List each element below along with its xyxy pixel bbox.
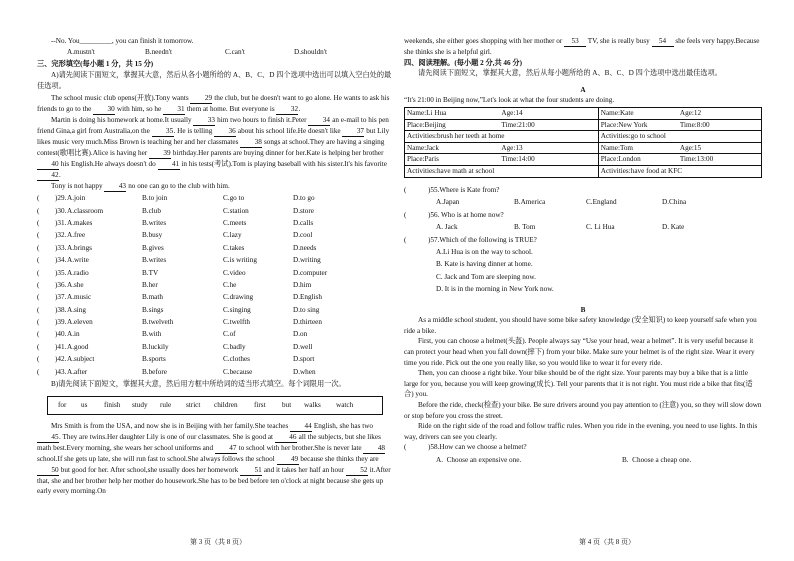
option-a[interactable]: A.makes — [67, 218, 93, 227]
section4-instructions: 请先阅读下面短文，掌握其大意，然后从每小题所给的 A、B、C、D 四个选项中选出最佳选项。 — [418, 69, 722, 78]
option-a[interactable]: A.classroom — [67, 206, 104, 215]
question-57: ( )57.Which of the following is TRUE? A.Li Hua is on the way to school. B. Kate is having dinner at home. C. Jack and Tom are sleeping now. D. It is in the morning in New York now. — [404, 235, 554, 294]
paren: ( — [37, 231, 40, 240]
word-item: watch — [336, 400, 354, 409]
blank-44[interactable]: 44 — [290, 422, 312, 432]
option-b[interactable]: B.America — [514, 198, 546, 207]
word-item: children — [214, 400, 238, 409]
option-d[interactable]: D.to go — [293, 194, 315, 203]
option-d[interactable]: D.computer — [293, 268, 328, 277]
question-number: )34. — [55, 256, 67, 265]
paren: ( — [37, 367, 40, 376]
cloze-question-row — [37, 268, 395, 280]
option-a[interactable]: A.good — [67, 342, 89, 351]
question-number: )30. — [55, 206, 67, 215]
part-b-instructions: B)请先阅读下面短文，掌握其大意，然后用方框中所给词的适当形式填空。每个词限用一次。 — [51, 380, 346, 389]
cell-name: Name:Kate Age:12 — [598, 107, 761, 119]
blank-45[interactable]: 45 — [37, 433, 59, 443]
word-item: for — [58, 400, 67, 409]
dialog-line: --No. You_________, you can finish it tomorrow. — [51, 37, 194, 45]
blank-41[interactable]: 41 — [158, 160, 180, 170]
option-b[interactable]: B. Choose a cheap one. — [622, 455, 692, 464]
blank-34[interactable]: 34 — [308, 116, 330, 126]
option-b[interactable]: B.club — [142, 206, 161, 215]
question-number: )42. — [55, 355, 67, 364]
option-b[interactable]: B.gives — [142, 243, 164, 252]
option-d[interactable]: D.to sing — [293, 305, 320, 314]
option-b[interactable]: B. Kate is having dinner at home. — [436, 260, 533, 269]
passage-b: Mrs Smith is from the USA, and now she is in Beijing with her family.She teaches 44 English, she has two 45. They are twins.Her daughter Lily is one of our classmates. She is good at 46 all the subjects, but she likes math best.Every morning, she wears her school uniforms and 47 to school with her brother.She is never late 48 school.If she gets up late, she will run fast to school.She always follows the school 49 because she thinks they are 50 but good for her. After school,she usually does her homework 51 and it takes her half an hour 52 it.After that, she and her brother help her mother do housework.She has to be bed before ten o'clock at night because she gets up early every morning.On — [37, 421, 391, 496]
option-a[interactable]: A.music — [67, 293, 92, 302]
blank-46[interactable]: 46 — [275, 433, 297, 443]
blank-49[interactable]: 49 — [277, 455, 299, 465]
option-a[interactable]: A.join — [67, 194, 86, 203]
option-a[interactable]: A.radio — [67, 268, 89, 277]
option-b[interactable]: B.sings — [142, 305, 164, 314]
section3-instructions: A)请先阅读下面短文，掌握其大意，然后从各小题所给的 A、B、C、D 四个选项中选出可以填入空白处的最佳选项。 — [37, 70, 392, 90]
option-b[interactable]: B. Tom — [514, 223, 536, 232]
paragraph: Then, you can choose a right bike. Your bike should be of the right size. Your parents may buy a bike that is a little large for you, because you will keep growing(成长). Tell your parents that it is not right. You must ride a bike that fits(适合) you. — [404, 369, 753, 399]
paragraph: Ride on the right side of the road and follow traffic rules. When you ride in the evening, you need to use lights. In this way, drivers can see you clearly. — [404, 422, 758, 441]
paren: ( — [37, 268, 40, 277]
option-a[interactable]: A.sing — [67, 305, 86, 314]
blank-31[interactable]: 31 — [163, 105, 185, 115]
cloze-question-row — [37, 193, 395, 205]
part-a-label: A — [580, 85, 586, 94]
paren: ( — [37, 280, 40, 289]
paragraph-3: Tony is not happy 43 no one can go to the club with him. — [51, 182, 230, 191]
option-c[interactable]: C.twelfth — [223, 318, 250, 327]
paragraph-1: The school music club opens(开放).Tony wants 29 the club, but he doesn't want to go alone. He wants to ask his friends to go to the 30 with him, so he 31 them at home. But everyone is 32. — [37, 94, 390, 114]
cell-place: Place:Paris Time:14:00 — [405, 154, 599, 166]
blank-29[interactable]: 29 — [190, 94, 212, 104]
paren: ( — [37, 194, 40, 203]
cloze-question-row — [37, 317, 395, 329]
cloze-question-row — [37, 206, 395, 218]
option-b[interactable]: B.TV — [142, 268, 159, 277]
paren: ( — [37, 305, 40, 314]
option-c[interactable]: C.because — [223, 367, 253, 376]
cell-activities: Activities:have math at school — [405, 165, 599, 177]
option-d[interactable]: D.shouldn't — [294, 48, 328, 56]
question-number: )43. — [55, 367, 67, 376]
option-a[interactable]: A.mustn't — [67, 48, 95, 56]
question-number: )32. — [55, 231, 67, 240]
option-a[interactable]: A.eleven — [67, 318, 93, 327]
blank-43[interactable]: 43 — [104, 182, 126, 192]
cloze-question-list — [37, 193, 395, 379]
question-number: )37. — [55, 293, 67, 302]
option-c[interactable]: C.can't — [225, 48, 245, 56]
paren: ( — [37, 293, 40, 302]
left-page — [37, 36, 395, 497]
word-item: walks — [304, 400, 321, 409]
blank-52[interactable]: 52 — [346, 466, 368, 476]
cloze-question-row — [37, 218, 395, 230]
cloze-question-row — [37, 342, 395, 354]
option-a[interactable]: A. Choose an expensive one. — [436, 455, 522, 464]
page-footer-left: 第 3 页（共 8 页） — [190, 538, 246, 546]
word-item: us — [81, 400, 88, 409]
question-number: )33. — [55, 243, 67, 252]
paren: ( — [37, 256, 40, 265]
option-b[interactable]: B.writes — [142, 218, 167, 227]
cloze-question-row — [37, 280, 395, 292]
paren: ( — [37, 355, 40, 364]
question-number: )36. — [55, 280, 67, 289]
cloze-question-row — [37, 354, 395, 366]
option-d[interactable]: D.on — [293, 330, 308, 339]
cloze-question-row — [37, 367, 395, 379]
option-d[interactable]: D.sport — [293, 355, 315, 364]
question-number: )29. — [55, 194, 67, 203]
option-a[interactable]: A. Jack — [436, 223, 458, 232]
blank-53[interactable]: 53 — [564, 37, 586, 47]
option-d[interactable]: D. It is in the morning in New York now. — [436, 285, 554, 294]
option-b[interactable]: B.writes — [142, 256, 167, 265]
option-c[interactable]: C.of — [223, 330, 236, 339]
blank-51[interactable]: 51 — [240, 466, 262, 476]
cell-name: Name:Tom Age:15 — [598, 142, 761, 154]
blank-47[interactable]: 47 — [215, 444, 237, 454]
option-c[interactable]: C.badly — [223, 342, 246, 351]
question-58: ( )58.How can we choose a helmet? A. Choose an expensive one. B. Choose a cheap one. — [404, 443, 692, 464]
part-a-intro: “It's 21:00 in Beijing now,”Let's look at what the four students are doing. — [404, 96, 615, 105]
question-number: )31. — [55, 218, 67, 227]
blank-54[interactable]: 54 — [652, 37, 674, 47]
question-55: ( )55.Where is Kate from? A.Japan B.America C.England D.China — [404, 185, 687, 207]
paragraph-2: Martin is doing his homework at home.It usually 33 him two hours to finish it.Peter 34 an e-mail to his pen friend Gina,a girl from Australia,on the 35. He is telling 36 about his school life.He doesn't like 37 but Lily likes music very much.Miss Brown is teaching her and her classmates 38 songs at school.They are having a singing contest(歌唱比赛).Alice is having her 39 birthday.Her parents are buying dinner for her.Kate is helping her brother 40 his English.He always doesn't do 41 in his tests(考试).Tom is playing baseball with his sister.It's his favorite 42. — [37, 116, 390, 180]
bike-safety-passage — [404, 315, 762, 442]
question-number: )38. — [55, 305, 67, 314]
cell-place: Place:Beijing Time:21:00 — [405, 119, 599, 131]
option-c[interactable]: C.he — [223, 280, 237, 289]
cell-activities: Activities:have food at KFC — [598, 165, 761, 177]
paren: ( — [37, 206, 40, 215]
paragraph: As a middle school student, you should have some bike safety knowledge (安全知识) to keep yourself safe when you ride a bike. — [404, 316, 757, 335]
option-d[interactable]: D.thirteen — [293, 318, 322, 327]
cloze-question-row — [37, 255, 395, 267]
blank-38[interactable]: 38 — [240, 138, 262, 148]
question-56: ( )56. Who is at home now? A. Jack B. Tom C. Li Hua D. Kate — [404, 210, 685, 232]
blank-30[interactable]: 30 — [93, 105, 115, 115]
option-c[interactable]: C. Li Hua — [586, 223, 615, 232]
option-a[interactable]: A.subject — [67, 355, 95, 364]
paren: ( — [37, 318, 40, 327]
dialog-options — [37, 47, 395, 59]
paragraph: First, you can choose a helmet(头盔). People always say “Use your head, wear a helmet”. It is very useful because it can protect your head when you fall down(摔下) from your bike. Make sure your helmet is of the right size. Wear it every time you ride. Pick out the one you really like, so you would like to wear it for every ride. — [404, 337, 755, 367]
option-c[interactable]: C.meets — [223, 218, 247, 227]
cloze-question-row — [37, 230, 395, 242]
option-c[interactable]: C.is writing — [223, 256, 257, 265]
blank-48[interactable]: 48 — [363, 444, 385, 454]
cell-activities: Activities:go to school — [598, 131, 761, 143]
option-d[interactable]: D.well — [293, 342, 313, 351]
option-d[interactable]: D.China — [662, 198, 687, 207]
page-footer-right: 第 4 页（共 8 页） — [579, 538, 635, 546]
option-a[interactable]: A.she — [67, 280, 84, 289]
cloze-passage-a — [37, 93, 395, 192]
paren: ( — [37, 243, 40, 252]
option-c[interactable]: C.video — [223, 268, 246, 277]
option-d[interactable]: D.cool — [293, 231, 313, 240]
word-item: rule — [160, 400, 172, 409]
question-number: )39. — [55, 318, 67, 327]
option-c[interactable]: C.England — [586, 198, 617, 207]
option-d[interactable]: D.when — [293, 367, 316, 376]
option-a[interactable]: A.Japan — [436, 198, 460, 207]
option-b[interactable]: B.her — [142, 280, 158, 289]
paren: ( — [37, 330, 40, 339]
word-item: but — [282, 400, 292, 409]
question-number: )41. — [55, 342, 67, 351]
option-b[interactable]: B.with — [142, 330, 162, 339]
option-c[interactable]: C.clothes — [223, 355, 250, 364]
cell-place: Place:New York Time:8:00 — [598, 119, 761, 131]
option-a[interactable]: A.in — [67, 330, 80, 339]
option-b[interactable]: B.before — [142, 367, 167, 376]
option-c[interactable]: C.go to — [223, 194, 245, 203]
option-c[interactable]: C.singing — [223, 305, 251, 314]
option-b[interactable]: B.busy — [142, 231, 163, 240]
word-item: finish — [104, 400, 121, 409]
option-d[interactable]: D.needs — [293, 243, 317, 252]
word-item: strict — [186, 400, 201, 409]
cloze-question-row — [37, 292, 395, 304]
option-b[interactable]: B.math — [142, 293, 163, 302]
blank-37[interactable]: 37 — [342, 127, 364, 137]
blank-35[interactable]: 35 — [152, 127, 174, 137]
option-b[interactable]: B.sports — [142, 355, 166, 364]
word-item: first — [254, 400, 266, 409]
blank-39[interactable]: 39 — [149, 149, 171, 159]
cell-activities: Activities:brush her teeth at home — [405, 131, 599, 143]
option-c[interactable]: C.takes — [223, 243, 245, 252]
section3-title: 三、完形填空(每小题 1 分，共 15 分) — [37, 60, 154, 69]
cloze-question-row — [37, 329, 395, 341]
option-d[interactable]: D. Kate — [662, 223, 685, 232]
word-box — [47, 396, 383, 415]
option-c[interactable]: C.lazy — [223, 231, 242, 240]
option-a[interactable]: A.after — [67, 367, 88, 376]
option-d[interactable]: D.English — [293, 293, 322, 302]
cloze-question-row — [37, 243, 395, 255]
blank-32[interactable]: 32 — [276, 105, 298, 115]
option-c[interactable]: C.station — [223, 206, 249, 215]
paren: ( — [37, 342, 40, 351]
word-item: study — [132, 400, 148, 409]
option-b[interactable]: B.twelveth — [142, 318, 174, 327]
cell-place: Place:London Time:13:00 — [598, 154, 761, 166]
question-number: )35. — [55, 268, 67, 277]
cell-name: Name:Li Hua Age:14 — [405, 107, 599, 119]
option-a[interactable]: A.write — [67, 256, 89, 265]
students-table — [404, 107, 762, 178]
option-a[interactable]: A.brings — [67, 243, 92, 252]
question-number: )40. — [55, 330, 67, 339]
cloze-question-row — [37, 305, 395, 317]
section4-title: 四、阅读理解。(每小题 2 分,共 46 分) — [404, 58, 522, 67]
blank-33[interactable]: 33 — [193, 116, 215, 126]
option-d[interactable]: D.him — [293, 280, 312, 289]
blank-50[interactable]: 50 — [37, 466, 59, 476]
option-b[interactable]: B.luckily — [142, 342, 169, 351]
option-b[interactable]: B.needn't — [145, 48, 173, 56]
paren: ( — [37, 218, 40, 227]
blank-40[interactable]: 40 — [37, 160, 59, 170]
option-a[interactable]: A.free — [67, 231, 86, 240]
option-d[interactable]: D.writing — [293, 256, 321, 265]
option-b[interactable]: B.to join — [142, 194, 168, 203]
option-c[interactable]: C. Jack and Tom are sleeping now. — [436, 272, 536, 281]
cell-name: Name:Jack Age:13 — [405, 142, 599, 154]
option-c[interactable]: C.drawing — [223, 293, 254, 302]
right-page — [404, 36, 762, 467]
blank-36[interactable]: 36 — [214, 127, 236, 137]
paragraph: Before the ride, check(检查) your bike. Be sure drivers around you pay attention to (注意) you, so they will slow down or stop before you cross the street. — [404, 401, 762, 420]
option-d[interactable]: D.store — [293, 206, 314, 215]
option-a[interactable]: A.Li Hua is on the way to school. — [436, 248, 533, 257]
blank-42[interactable]: 42 — [37, 171, 59, 181]
dialog-question — [37, 36, 395, 47]
option-d[interactable]: D.calls — [293, 218, 314, 227]
passage-b-continued: weekends, she either goes shopping with her mother or 53 TV, she is really busy 54 she feels very happy.Because she thinks she is a helpful girl. — [404, 37, 760, 56]
part-b-label: B — [580, 305, 586, 314]
